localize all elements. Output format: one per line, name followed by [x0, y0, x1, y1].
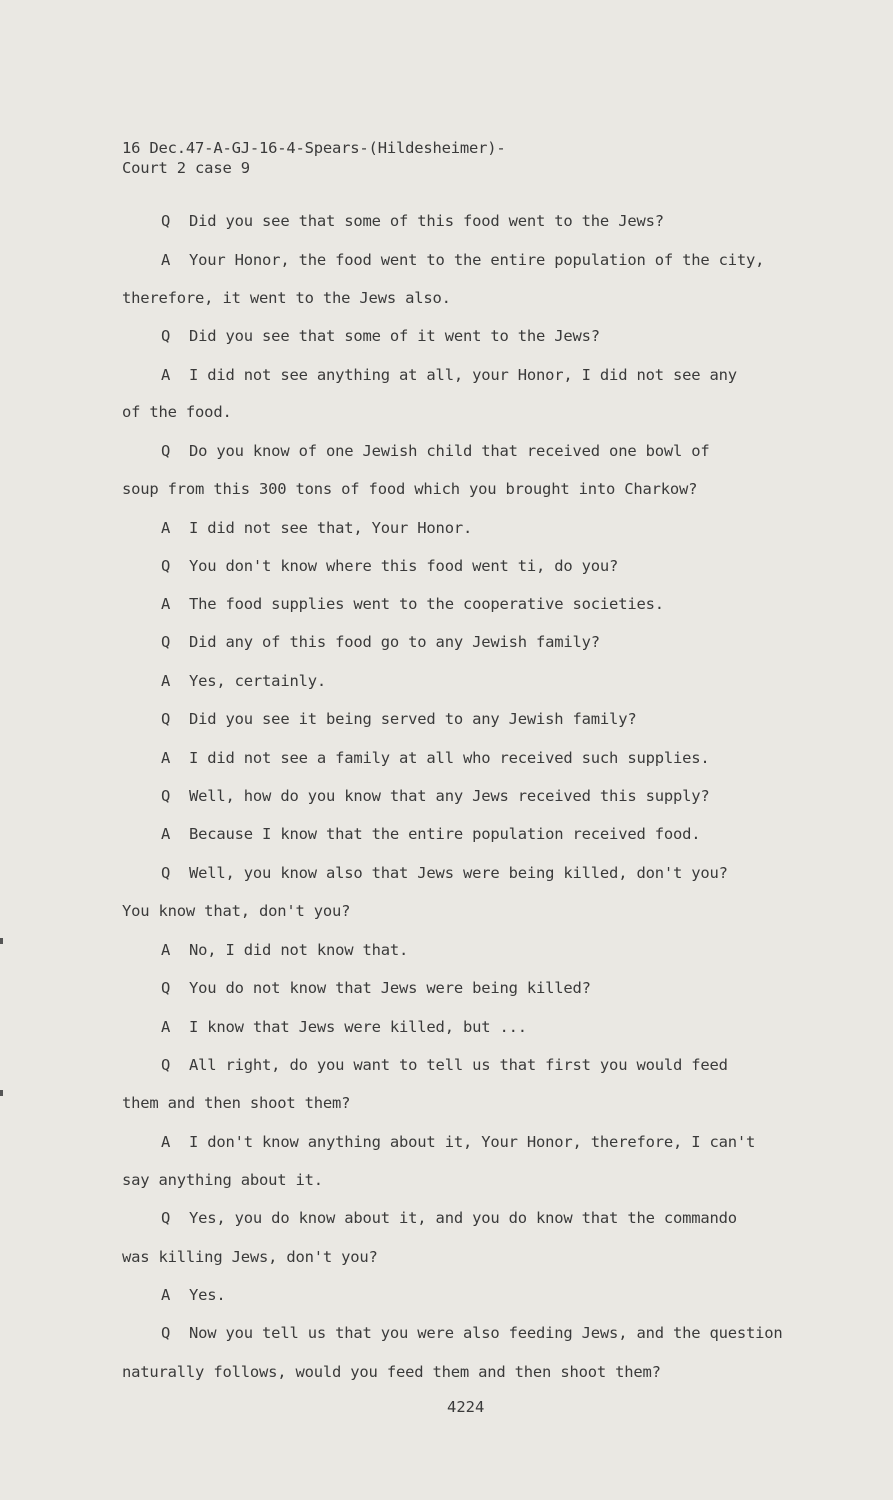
speaker-label: Q [161, 633, 171, 651]
speaker-label: Q [161, 864, 171, 882]
transcript-line [161, 327, 600, 345]
line-text: Do you know of one Jewish child that received one bowl of [189, 442, 710, 460]
transcript-line [161, 825, 700, 843]
speaker-label: A [161, 1286, 171, 1304]
page-number: 4224 [447, 1398, 485, 1416]
transcript-line [161, 941, 408, 959]
header-court-case: Court 2 case 9 [122, 159, 250, 177]
line-text: Your Honor, the food went to the entire population of the city, [189, 251, 765, 269]
line-text: of the food. [122, 403, 232, 421]
transcript-line [161, 864, 728, 882]
transcript-line [161, 672, 326, 690]
speaker-label: A [161, 672, 171, 690]
transcript-line [161, 1133, 755, 1151]
line-text: I know that Jews were killed, but ... [189, 1018, 527, 1036]
line-text: Did you see that some of this food went to the Jews? [189, 212, 664, 230]
speaker-label: Q [161, 1324, 171, 1342]
speaker-label: Q [161, 327, 171, 345]
line-text: No, I did not know that. [189, 941, 409, 959]
line-text: Yes, certainly. [189, 672, 326, 690]
line-text: Because I know that the entire population received food. [189, 825, 701, 843]
line-text: I did not see a family at all who received such supplies. [189, 749, 710, 767]
transcript-line [161, 251, 764, 269]
transcript-line [161, 212, 664, 230]
transcript-line [122, 289, 451, 307]
speaker-label: Q [161, 212, 171, 230]
speaker-label: Q [161, 1209, 171, 1227]
transcript-line [161, 442, 710, 460]
transcript-line [161, 519, 472, 537]
line-text: I did not see anything at all, your Honor, I did not see any [189, 366, 737, 384]
transcript-line [122, 1171, 323, 1189]
transcript-line [161, 749, 710, 767]
line-text: say anything about it. [122, 1171, 323, 1189]
document-header [122, 138, 506, 178]
speaker-label: A [161, 595, 171, 613]
transcript-line [161, 1209, 737, 1227]
transcript-line [161, 710, 636, 728]
transcript-line [161, 633, 600, 651]
line-text: was killing Jews, don't you? [122, 1248, 378, 1266]
speaker-label: Q [161, 557, 171, 575]
line-text: Well, how do you know that any Jews received this supply? [189, 787, 710, 805]
line-text: them and then shoot them? [122, 1094, 351, 1112]
transcript-line [161, 979, 591, 997]
line-text: I did not see that, Your Honor. [189, 519, 473, 537]
line-text: Did you see it being served to any Jewish family? [189, 710, 637, 728]
transcript-line [161, 1018, 527, 1036]
transcript-line [122, 902, 350, 920]
line-text: The food supplies went to the cooperative societies. [189, 595, 664, 613]
margin-mark [0, 938, 3, 944]
speaker-label: Q [161, 710, 171, 728]
line-text: Now you tell us that you were also feeding Jews, and the question [189, 1324, 783, 1342]
line-text: Did any of this food go to any Jewish family? [189, 633, 600, 651]
speaker-label: Q [161, 1056, 171, 1074]
transcript-line [161, 787, 710, 805]
speaker-label: A [161, 366, 171, 384]
line-text: You know that, don't you? [122, 902, 351, 920]
line-text: All right, do you want to tell us that first you would feed [189, 1056, 728, 1074]
line-text: I don't know anything about it, Your Honor, therefore, I can't [189, 1133, 756, 1151]
speaker-label: A [161, 825, 171, 843]
transcript-line [122, 1094, 350, 1112]
transcript-line [161, 1056, 728, 1074]
line-text: You don't know where this food went ti, do you? [189, 557, 619, 575]
line-text: soup from this 300 tons of food which you brought into Charkow? [122, 480, 698, 498]
speaker-label: A [161, 1133, 171, 1151]
transcript-line [122, 1248, 378, 1266]
line-text: Did you see that some of it went to the Jews? [189, 327, 600, 345]
line-text: You do not know that Jews were being killed? [189, 979, 591, 997]
margin-mark [0, 1090, 3, 1096]
transcript-line [161, 557, 618, 575]
transcript-line [161, 366, 737, 384]
transcript-line [161, 1286, 226, 1304]
transcript-line [161, 1324, 783, 1342]
speaker-label: A [161, 1018, 171, 1036]
speaker-label: Q [161, 787, 171, 805]
speaker-label: Q [161, 979, 171, 997]
transcript-line [161, 595, 664, 613]
line-text: Well, you know also that Jews were being killed, don't you? [189, 864, 728, 882]
speaker-label: A [161, 749, 171, 767]
transcript-line [122, 403, 232, 421]
transcript-line [122, 1363, 661, 1381]
speaker-label: A [161, 941, 171, 959]
line-text: Yes, you do know about it, and you do know that the commando [189, 1209, 737, 1227]
speaker-label: Q [161, 442, 171, 460]
transcript-line [122, 480, 697, 498]
speaker-label: A [161, 251, 171, 269]
line-text: Yes. [189, 1286, 226, 1304]
header-reference: 16 Dec.47-A-GJ-16-4-Spears-(Hildesheimer)- [122, 139, 506, 157]
line-text: naturally follows, would you feed them and then shoot them? [122, 1363, 661, 1381]
speaker-label: A [161, 519, 171, 537]
line-text: therefore, it went to the Jews also. [122, 289, 451, 307]
